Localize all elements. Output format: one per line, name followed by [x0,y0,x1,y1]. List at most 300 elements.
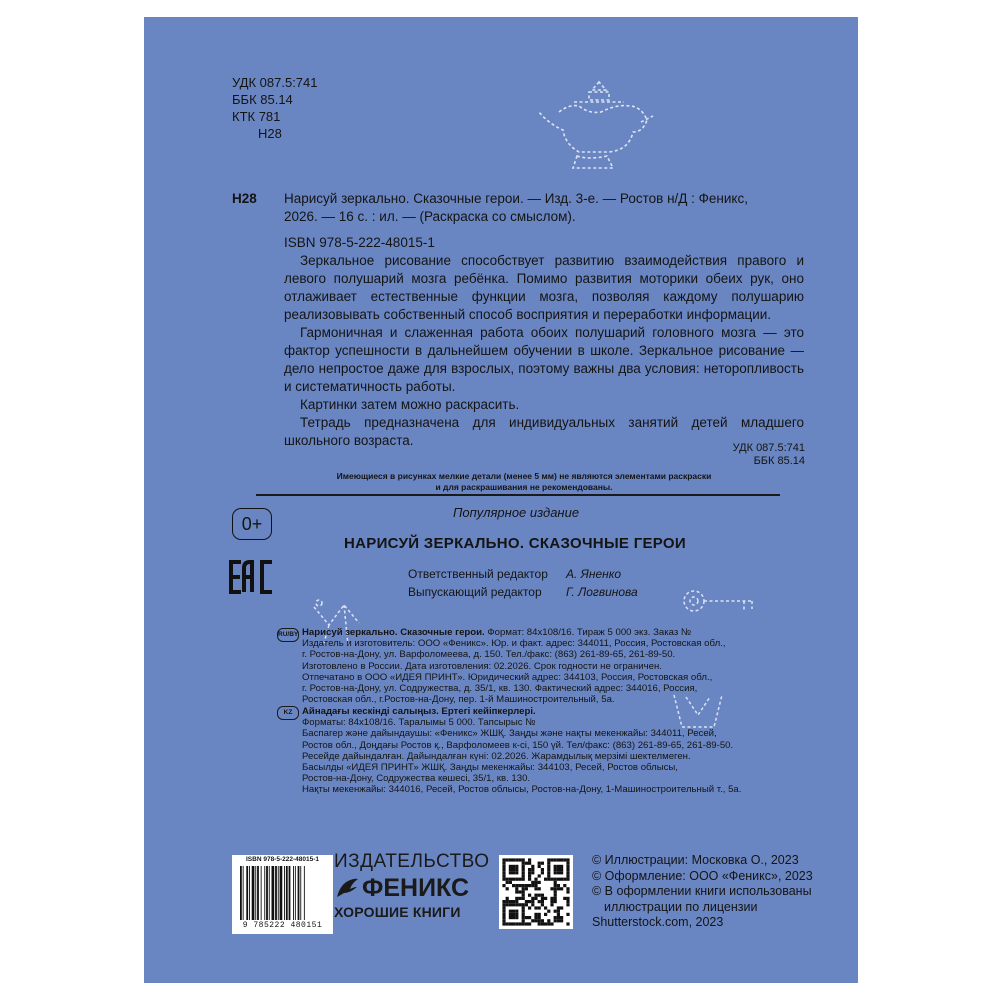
qr-module [509,878,512,881]
qr-module [515,903,518,906]
qr-module [528,894,531,897]
imprint-ru-line: г. Ростов-на-Дону, ул. Варфоломеева, д. 150. Тел./факс: (863) 261-89-65, 261-89-50. [302,649,676,661]
barcode-bar [300,866,301,920]
qr-module [538,900,541,903]
qr-module [557,910,560,913]
qr-module [502,916,505,919]
qr-module [538,916,541,919]
qr-module [531,871,534,874]
barcode-bar [252,866,255,920]
qr-module [550,887,553,890]
lang-badge-kz: KZ [277,706,299,720]
qr-module [528,922,531,925]
coloring-note [264,471,784,493]
qr-module [531,900,534,903]
barcode-bar [246,866,248,920]
qr-module [528,862,531,865]
qr-module [509,913,512,916]
qr-module [538,919,541,922]
qr-module [554,868,557,871]
qr-module [554,865,557,868]
qr-module [522,906,525,909]
divider [256,494,780,496]
qr-module [560,871,563,874]
qr-module [506,903,509,906]
qr-module [502,865,505,868]
annotation [284,252,804,450]
qr-module [566,903,569,906]
qr-module [522,894,525,897]
qr-module [525,884,528,887]
imprint-ru-line: г. Ростов-на-Дону, ул. Содружества, д. 35/1, кв. 130. Фактический адрес: 344016, Россия, [302,683,698,695]
publisher-slogan: ХОРОШИЕ КНИГИ [334,904,461,920]
qr-module [522,858,525,861]
qr-module [502,919,505,922]
qr-module [525,887,528,890]
qr-module [512,878,515,881]
qr-module [509,922,512,925]
barcode-bar [275,866,277,920]
qr-module [560,919,563,922]
barcode-bar [298,866,300,920]
qr-module [506,878,509,881]
qr-module [531,881,534,884]
qr-module [518,897,521,900]
imprint-ru-line [302,627,726,638]
bib-line-1: Нарисуй зеркально. Сказочные герои. — Изд. 3-е. — Ростов н/Д : Феникс, [284,191,748,206]
qr-module [557,871,560,874]
qr-module [557,919,560,922]
credit-label: Выпускающий редактор [408,585,542,599]
qr-module [538,881,541,884]
copyright-line: © Оформление: ООО «Феникс», 2023 [592,868,813,883]
qr-module [550,903,553,906]
qr-module [522,887,525,890]
qr-module [534,919,537,922]
barcode [232,855,333,934]
qr-module [566,858,569,861]
qr-module [544,913,547,916]
qr-module [566,871,569,874]
qr-module [544,906,547,909]
qr-module [512,900,515,903]
publisher-logo [334,851,494,921]
imprint-kz-line: Ростов-на-Дону, Содружества көшесі, 35/1, кв. 130. [302,773,531,785]
qr-module [538,862,541,865]
qr-module [512,916,515,919]
book-title: НАРИСУЙ ЗЕРКАЛЬНО. СКАЗОЧНЫЕ ГЕРОИ [344,535,686,552]
annotation-paragraph: Тетрадь предназначена для индивидуальных занятий детей младшего школьного возраста. [284,415,804,448]
qr-module [506,858,509,861]
qr-module [554,887,557,890]
qr-module [528,906,531,909]
qr-module [554,871,557,874]
qr-module [518,884,521,887]
isbn-line: ISBN 978-5-222-48015-1 [284,235,435,250]
barcode-bar [272,866,275,920]
qr-module [534,913,537,916]
qr-module [563,878,566,881]
imprint-kz-line: Ростов обл., Доңдағы Ростов қ., Варфоломеев к-сі, 150 үй. Тел/факс: (863) 261-89-65, 261-89-50. [302,739,734,751]
qr-module [550,922,553,925]
qr-module [547,874,550,877]
qr-module [541,900,544,903]
qr-module [515,865,518,868]
imprint-kz-line: Ресейде дайындалған. Дайындалған күні: 02.2026. Жарамдылық мерзімі шектелмеген. [302,750,691,762]
qr-module [502,906,505,909]
qr-module [522,871,525,874]
qr-module [509,868,512,871]
qr-module [557,884,560,887]
qr-module [522,922,525,925]
qr-module [547,868,550,871]
qr-module [566,913,569,916]
qr-module [566,865,569,868]
qr-module [502,903,505,906]
copyright-line: Shutterstock.com, 2023 [592,915,724,929]
qr-code-icon [499,855,573,929]
qr-module [509,903,512,906]
imprint-ru-line: Издатель и изготовитель: ООО «Феникс». Юр. и факт. адрес: 344011, Россия, Ростовская обл., [302,638,726,650]
qr-module [550,897,553,900]
barcode-bar [295,866,296,920]
qr-module [554,890,557,893]
qr-module [525,862,528,865]
barcode-bar [249,866,250,920]
credits [408,565,638,601]
qr-module [506,897,509,900]
qr-module [502,874,505,877]
qr-module [566,900,569,903]
qr-module [566,868,569,871]
qr-module [566,878,569,881]
qr-module [534,897,537,900]
barcode-bar [289,866,291,920]
qr-module [509,881,512,884]
qr-module [531,897,534,900]
qr-module [502,922,505,925]
qr-module [557,887,560,890]
qr-module [547,922,550,925]
qr-module [534,916,537,919]
qr-module [557,868,560,871]
qr-module [531,865,534,868]
qr-module [554,919,557,922]
barcode-bar [278,866,279,920]
qr-module [534,881,537,884]
qr-module [509,900,512,903]
bib-record [284,190,804,226]
barcode-bar [280,866,283,920]
qr-module [522,865,525,868]
barcode-bar [284,866,285,920]
qr-module [522,913,525,916]
qr-module [522,919,525,922]
qr-module [512,871,515,874]
qr-module [557,913,560,916]
copyright-line: © Иллюстрации: Московка О., 2023 [592,853,799,867]
coloring-note-line-1: Имеющиеся в рисунках мелкие детали (менее 5 мм) не являются элементами раскраски [336,471,712,481]
qr-module [502,878,505,881]
qr-module [502,913,505,916]
qr-module [534,884,537,887]
qr-module [557,906,560,909]
qr-module [547,858,550,861]
qr-module [547,871,550,874]
classification-codes [232,74,318,142]
qr-module [525,903,528,906]
coloring-note-line-2: и для раскрашивания не рекомендованы. [435,482,613,492]
imprint-kz-line: Баспагер және дайындаушы: «Феникс» ЖШҚ. Заңды және нақты мекенжайы: 344011, Ресей, [302,728,717,740]
qr-module [566,862,569,865]
credit-name: Г. Логвинова [566,585,638,599]
qr-module [512,903,515,906]
qr-module [515,922,518,925]
imprint-ru-line: Отпечатано в ООО «ИДЕЯ ПРИНТ». Юридический адрес: 344103, Россия, Ростовская обл., [302,671,713,683]
qr-module [518,890,521,893]
qr-module [506,881,509,884]
credit-row [408,565,638,583]
eac-icon [228,560,276,594]
qr-module [560,858,563,861]
qr-module [525,916,528,919]
qr-module [512,910,515,913]
qr-module [563,897,566,900]
qr-module [557,858,560,861]
barcode-bar [240,866,242,920]
qr-module [544,878,547,881]
age-rating-badge: 0+ [232,508,272,540]
qr-module [515,910,518,913]
phoenix-logo-icon [334,875,360,901]
qr-module [554,897,557,900]
qr-module [528,858,531,861]
qr-module [509,910,512,913]
lang-badge-ru: RU/BY [277,628,299,642]
qr-module [538,922,541,925]
qr-module [509,858,512,861]
qr-module [525,900,528,903]
back-cover [144,17,858,983]
qr-module [560,868,563,871]
qr-module [528,878,531,881]
qr-module [528,916,531,919]
qr-module [522,910,525,913]
qr-module [554,884,557,887]
qr-module [528,884,531,887]
qr-module [531,868,534,871]
qr-module [538,894,541,897]
qr-module [554,878,557,881]
qr-module [547,910,550,913]
qr-module [509,871,512,874]
qr-module [509,865,512,868]
udk-code: УДК 087.5:741 [232,75,318,90]
barcode-bar [266,866,268,920]
qr-module [534,887,537,890]
barcode-bar [304,866,305,920]
imprint-ru-title: Нарисуй зеркально. Сказочные герои. [302,627,485,638]
qr-module [534,878,537,881]
qr-module [541,862,544,865]
imprint-ru-line: Изготовлено в России. Дата изготовления: 02.2026. Срок годности не ограничен. [302,660,662,672]
barcode-icon [240,866,328,922]
credit-label: Ответственный редактор [408,567,548,581]
qr-module [563,858,566,861]
qr-module [502,900,505,903]
qr-module [515,871,518,874]
qr-module [522,890,525,893]
imprint-kz [302,706,741,796]
barcode-bar [261,866,262,920]
qr-module [522,916,525,919]
qr-module [512,868,515,871]
qr-module [541,922,544,925]
qr-module [547,878,550,881]
imprint-kz-line: Басылды «ИДЕЯ ПРИНТ» ЖШҚ. Заңды мекенжайы: 344103, Ресей, Ростов облысы, [302,762,678,774]
qr-module [506,922,509,925]
annotation-paragraph: Зеркальное рисование способствует развитию взаимодействия правого и левого полушарий мозга ребёнка. Помимо развития моторики обеих рук, оно отлаживает естественные функции мозга, позволяя каждому полушарию реализовывать собственный способ восприятия и переработки информации. [284,253,804,322]
qr-module [547,862,550,865]
copyright-block [592,853,813,931]
qr-module [557,878,560,881]
qr-module [518,878,521,881]
author-mark: Н28 [258,126,282,141]
qr-module [515,897,518,900]
qr-module [506,887,509,890]
barcode-digits: 9 785222 480151 [242,921,323,930]
qr-module [515,887,518,890]
qr-module [518,858,521,861]
qr-module [566,887,569,890]
qr-module [541,868,544,871]
qr-module [512,865,515,868]
qr-module [515,884,518,887]
qr-module [554,894,557,897]
qr-module [522,862,525,865]
bib-mark: Н28 [232,191,257,206]
qr-module [554,858,557,861]
qr-module [528,900,531,903]
qr-module [518,903,521,906]
qr-module [566,874,569,877]
qr-module [550,900,553,903]
qr-module [522,884,525,887]
qr-module [528,868,531,871]
qr-module [531,919,534,922]
imprint-kz-line: Нақты мекенжайы: 344016, Ресей, Ростов облысы, Ростов-на-Дону, 1-Машиностроительный т., 5а. [302,784,742,796]
qr-module [528,874,531,877]
qr-module [554,881,557,884]
qr-module [550,878,553,881]
qr-module [509,916,512,919]
qr-module [506,900,509,903]
qr-module [554,910,557,913]
publisher-line1: ИЗДАТЕЛЬСТВО [334,851,490,872]
qr-module [528,871,531,874]
qr-module [541,894,544,897]
qr-module [502,862,505,865]
qr-module [522,868,525,871]
qr-module [538,865,541,868]
qr-module [563,884,566,887]
codes-right [733,442,805,468]
qr-module [512,858,515,861]
qr-module [544,897,547,900]
qr-module [538,906,541,909]
copyright-line: иллюстрации по лицензии [604,899,758,914]
qr-module [560,887,563,890]
annotation-paragraph: Картинки затем можно раскрасить. [300,397,520,412]
barcode-bar [257,866,259,920]
imprint-ru-line: Ростовская обл., г.Ростов-на-Дону, пер. 1-й Машиностроительный, 5а. [302,694,615,706]
barcode-bar [264,866,265,920]
qr-module [560,916,563,919]
qr-module [554,900,557,903]
qr-module [512,884,515,887]
qr-module [502,884,505,887]
qr-module [502,910,505,913]
qr-module [541,897,544,900]
qr-module [560,865,563,868]
barcode-isbn: ISBN 978-5-222-48015-1 [246,856,319,863]
qr-module [515,916,518,919]
qr-module [522,903,525,906]
qr-module [522,874,525,877]
qr-module [518,922,521,925]
qr-module [515,858,518,861]
credit-row [408,583,638,601]
qr-module [534,894,537,897]
qr-module [544,922,547,925]
qr-module [522,897,525,900]
edition-type: Популярное издание [453,505,580,520]
qr-module [515,878,518,881]
qr-module [502,868,505,871]
barcode-bar [293,866,294,920]
publisher-name-row [334,873,494,903]
qr-module [547,865,550,868]
qr-module [502,858,505,861]
qr-module [541,871,544,874]
qr-module [557,865,560,868]
qr-module [538,913,541,916]
qr-module [512,922,515,925]
credit-name: А. Яненко [566,567,622,581]
ktk-code: КТК 781 [232,109,281,124]
qr-module [515,913,518,916]
qr-module [515,900,518,903]
imprint-ru-format: Формат: 84х108/16. Тираж 5 000 экз. Заказ № [484,627,692,638]
qr-module [515,868,518,871]
qr-module [547,919,550,922]
barcode-bar [255,866,256,920]
qr-module [531,884,534,887]
qr-module [522,878,525,881]
qr-module [566,897,569,900]
barcode-bar [269,866,270,920]
qr-module [541,919,544,922]
lamp-doodle [529,72,659,182]
qr-module [502,871,505,874]
qr-module [554,916,557,919]
barcode-bar [286,866,288,920]
qr-module [512,913,515,916]
qr-module [541,903,544,906]
qr-module [560,878,563,881]
copyright-line: © В оформлении книги использованы [592,884,812,898]
publisher-name: ФЕНИКС [362,874,470,902]
